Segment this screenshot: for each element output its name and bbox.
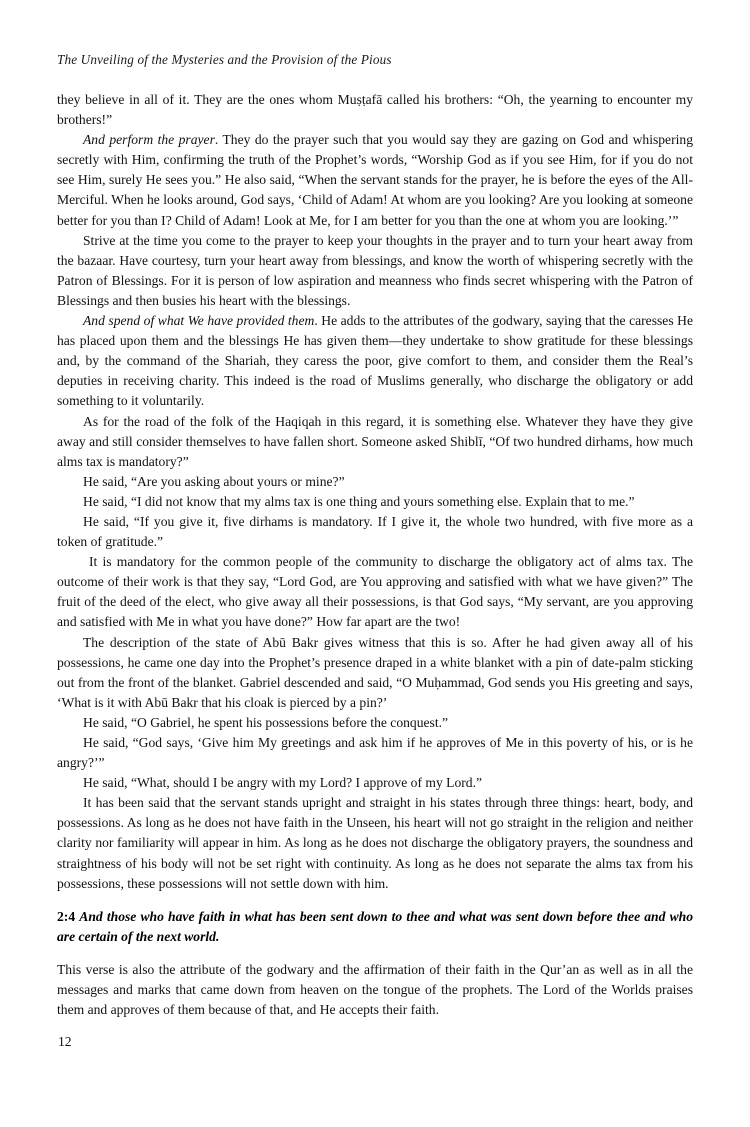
paragraph-text: . They do the prayer such that you would say they are gazing on God and whispering secretly with Him, confirming the truth of the Prophet’s words, “Worship God as if you see Him, for if you do not see Him, surely He sees you.” He also said, “When the servant stands for the prayer, he is before the eyes of the All-Merciful. When he looks around, God says, ‘Child of Adam! At whom are you looking? Are you looking at someone better for you than I? Child of Adam! Look at Me, for I am better for you than the one at whom you are looking.’”	[57, 132, 693, 228]
paragraph-text: It has been said that the servant stands upright and straight in his states through three things: heart, body, and possessions. As long as he does not have faith in the Unseen, his heart will not go straight in the religion and neither clarity nor familiarity will appear in him. As long as he does not discharge the obligatory prayers, the soundness and straightness of his body will not be set right with continuity. As long as he does not separate the alms tax from his possessions, these possessions will not settle down with him.	[57, 795, 693, 891]
paragraph-text: He said, “If you give it, five dirhams is mandatory. If I give it, the whole two hundred, with five more as a token of gratitude.”	[57, 513, 693, 550]
paragraph	[57, 947, 693, 1020]
body-text-block	[57, 90, 693, 1020]
paragraph	[57, 713, 693, 733]
page-number: 12	[58, 1034, 72, 1049]
verse-text: And those who have faith in what has been sent down to thee and what was sent down before thee and who are certain of the next world.	[57, 908, 693, 944]
paragraph-text: Strive at the time you come to the prayer to keep your thoughts in the prayer and to turn your heart away from the bazaar. Have courtesy, turn your heart away from blessings, and know the worth of whispering secretly with the Patron of Blessings. For it is person of low aspiration and meanness who finds secret whispering with the Patron of Blessings and then busies his heart with the blessings.	[57, 232, 693, 308]
paragraph-text: It is mandatory for the common people of the community to discharge the obligatory act of alms tax. The outcome of their work is that they say, “Lord God, are You approving and satisfied with what we have given?” The fruit of the deed of the elect, who give away all their possessions, is that God says, “My servant, are you approving and satisfied with Me in what you have done?” How far apart are the two!	[57, 554, 693, 630]
paragraph	[57, 492, 693, 512]
paragraph	[57, 633, 693, 713]
paragraph-text: This verse is also the attribute of the godwary and the affirmation of their faith in the Qur’an as well as in all the messages and marks that came down from heaven on the tongue of the prophets. The Lord of the Worlds praises them and approves of them because of that, and He accepts their faith.	[57, 961, 693, 1018]
paragraph-text: He said, “What, should I be angry with my Lord? I approve of my Lord.”	[83, 775, 483, 791]
paragraph-text: He said, “I did not know that my alms tax is one thing and yours something else. Explain that to me.”	[83, 493, 635, 509]
paragraph-text: . He adds to the attributes of the godwary, saying that the caresses He has placed upon them and the blessings He has given them—they undertake to show gratitude for these blessings and, by the command of the Shariah, they caress the poor, give comfort to them, and consider them the Real’s deputies in receiving charity. This indeed is the road of Muslims generally, who discharge the obligatory or add something to it voluntarily.	[57, 313, 693, 409]
verse-reference: 2:4	[57, 908, 76, 924]
paragraph	[57, 793, 693, 893]
paragraph-text: As for the road of the folk of the Haqiqah in this regard, it is something else. Whatever they have they give away and still consider themselves to have fallen short. Someone asked Shiblī, “Of two hundred dirhams, how much alms tax is mandatory?”	[57, 413, 693, 469]
paragraph	[57, 130, 693, 230]
paragraph	[57, 773, 693, 793]
paragraph-text: He said, “God says, ‘Give him My greetings and ask him if he approves of Me in this poverty of his, or is he angry?’”	[57, 735, 693, 771]
paragraph	[57, 512, 693, 552]
running-header: The Unveiling of the Mysteries and the Provision of the Pious	[57, 52, 392, 67]
verse-heading	[57, 894, 693, 947]
paragraph	[57, 412, 693, 472]
paragraph	[57, 733, 693, 773]
paragraph-text: The description of the state of Abū Bakr gives witness that this is so. After he had given away all of his possessions, he came one day into the Prophet’s presence draped in a white blanket with a pin of date-palm sticking out from the front of the blanket. Gabriel descended and said, “O Muḥammad, God sends you His greeting and says, ‘What is it with Abū Bakr that his cloak is pierced by a pin?’	[57, 634, 693, 710]
paragraph	[57, 90, 693, 130]
paragraph	[57, 231, 693, 311]
paragraph-text: He said, “O Gabriel, he spent his possessions before the conquest.”	[83, 714, 449, 730]
paragraph	[57, 311, 693, 411]
paragraph	[57, 472, 693, 492]
quranic-quote: And spend of what We have provided them	[83, 313, 315, 329]
paragraph-text: He said, “Are you asking about yours or mine?”	[83, 473, 345, 489]
paragraph-text: they believe in all of it. They are the ones whom Muṣṭafā called his brothers: “Oh, the yearning to encounter my brothers!”	[57, 92, 693, 128]
quranic-quote: And perform the prayer	[83, 132, 215, 148]
paragraph	[57, 552, 693, 632]
